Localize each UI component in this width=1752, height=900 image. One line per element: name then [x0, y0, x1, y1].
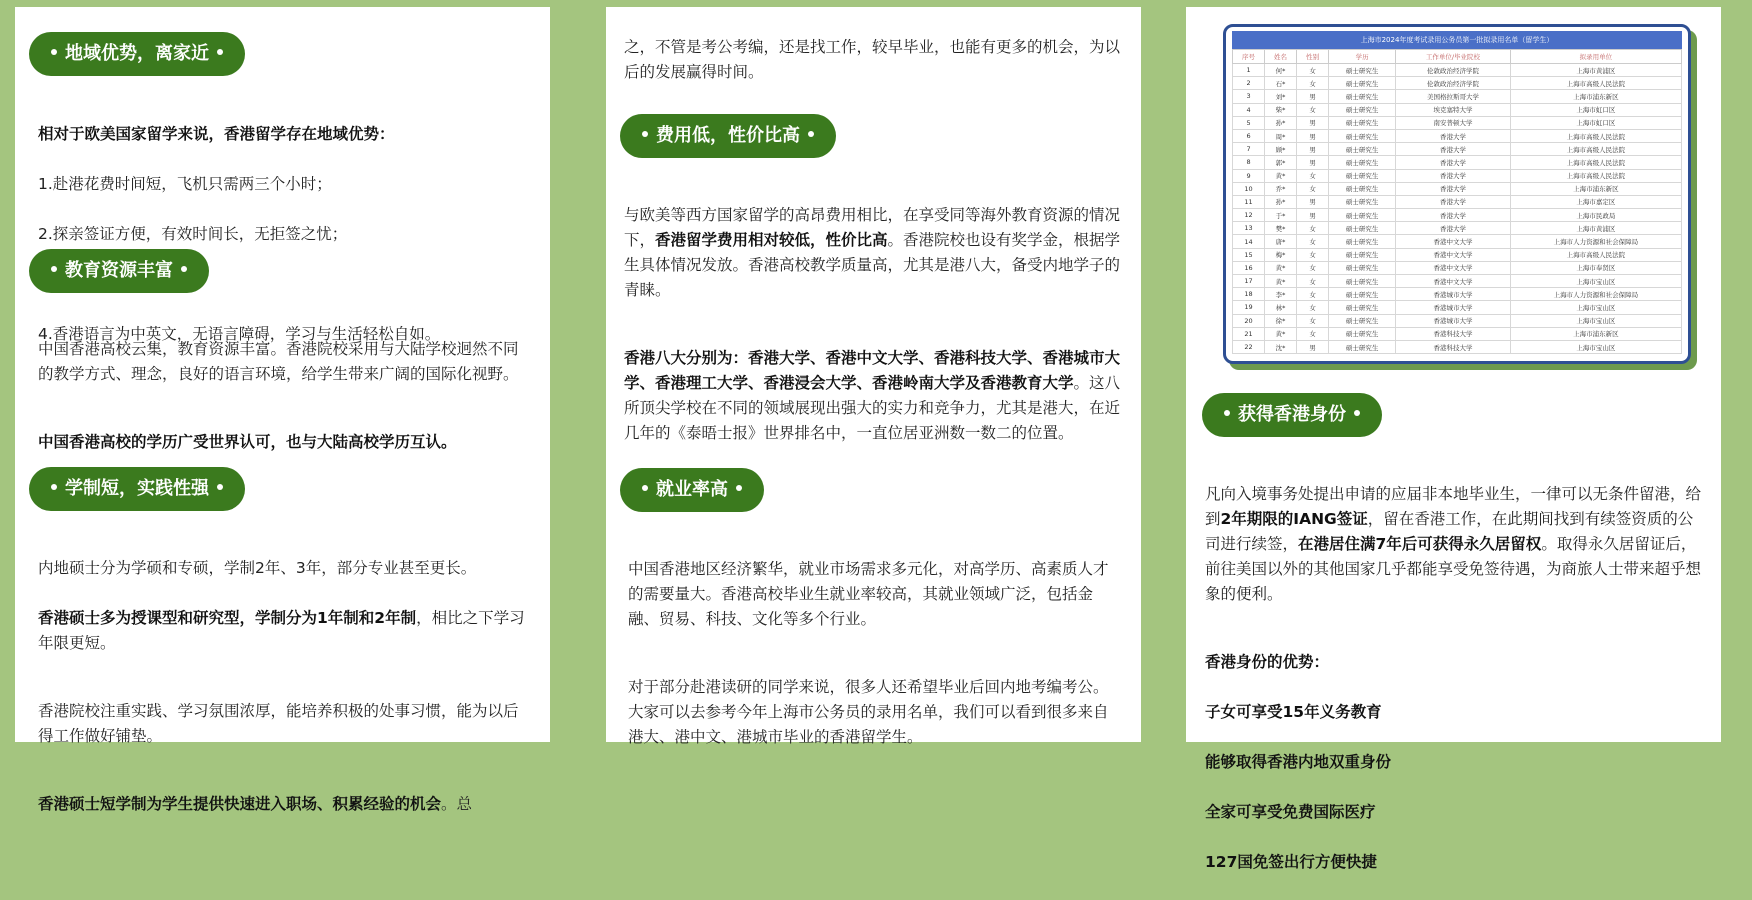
table-cell: 女: [1297, 182, 1329, 195]
column-header: 性别: [1297, 50, 1329, 64]
table-cell: 15: [1233, 248, 1265, 261]
table-cell: 上海市宝山区: [1510, 301, 1681, 314]
table-cell: 香港大学: [1396, 156, 1511, 169]
text: 。取得永久居留证后，前往美国以外的其他国家几乎都能享受免签待遇，为商旅人士带来超乎想象的便利。: [1205, 535, 1702, 603]
paragraph: 中国香港地区经济繁华，就业市场需求多元化，对高学历、高素质人才的需要量大。香港高校毕业生就业率较高，其就业领域广泛，包括金融、贸易、科技、文化等多个行业。: [628, 560, 1109, 628]
section-duration-text: [38, 531, 533, 842]
table-cell: 周*: [1265, 129, 1297, 142]
table-cell: 黄*: [1265, 169, 1297, 182]
table-row: [1233, 314, 1682, 327]
table-cell: 上海市高级人民法院: [1510, 248, 1681, 261]
section-heading-label: 获得香港身份: [1238, 404, 1346, 425]
table-cell: 女: [1297, 314, 1329, 327]
table-row: [1233, 275, 1682, 288]
table-cell: 21: [1233, 327, 1265, 340]
section-cost-text: [624, 178, 1121, 471]
column-header: 姓名: [1265, 50, 1297, 64]
table-cell: 林*: [1265, 301, 1297, 314]
section-heading-label: 费用低，性价比高: [656, 125, 800, 146]
section-employment-text: [628, 532, 1121, 775]
table-cell: 女: [1297, 301, 1329, 314]
table-cell: 男: [1297, 143, 1329, 156]
bullet-dot-icon: [51, 484, 57, 490]
table-row: [1233, 116, 1682, 129]
text: 。香港院校也设有奖学金，根据学生具体情况发放。香港高校教学质量高，尤其是港八大，备受内地学子的青睐。: [624, 231, 1121, 299]
column-header: 工作单位/毕业院校: [1396, 50, 1511, 64]
panel-middle: [606, 7, 1141, 746]
table-cell: 上海市高级人民法院: [1510, 129, 1681, 142]
table-cell: 女: [1297, 64, 1329, 77]
table-cell: 硕士研究生: [1329, 314, 1396, 327]
section-heading-identity: [1202, 393, 1382, 437]
table-cell: 女: [1297, 103, 1329, 116]
table-cell: 男: [1297, 90, 1329, 103]
table-cell: 沈*: [1265, 340, 1297, 353]
table-cell: 刘*: [1265, 90, 1297, 103]
bullet-dot-icon: [642, 485, 648, 491]
table-cell: 徐*: [1265, 314, 1297, 327]
bullet-dot-icon: [217, 49, 223, 55]
table-cell: 女: [1297, 261, 1329, 274]
paragraph: 对于部分赴港读研的同学来说，很多人还希望毕业后回内地考编考公。大家可以去参考今年上海市公务员的录用名单，我们可以看到很多来自港大、港中文、港城市毕业的香港留学生。: [628, 678, 1109, 746]
table-cell: 硕士研究生: [1329, 143, 1396, 156]
table-cell: 孙*: [1265, 195, 1297, 208]
table-cell: 香港城市大学: [1396, 314, 1511, 327]
bullet-dot-icon: [51, 49, 57, 55]
table-cell: 硕士研究生: [1329, 327, 1396, 340]
table-cell: 硕士研究生: [1329, 182, 1396, 195]
table-cell: 女: [1297, 288, 1329, 301]
table-cell: 18: [1233, 288, 1265, 301]
table-cell: 伦敦政治经济学院: [1396, 64, 1511, 77]
table-cell: 上海市高级人民法院: [1510, 143, 1681, 156]
table-cell: 13: [1233, 222, 1265, 235]
table-cell: 上海市虹口区: [1510, 116, 1681, 129]
table-cell: 12: [1233, 209, 1265, 222]
table-row: [1233, 156, 1682, 169]
bold-text: 2年期限的IANG签证: [1220, 510, 1368, 528]
table-row: [1233, 103, 1682, 116]
table-cell: 硕士研究生: [1329, 261, 1396, 274]
paragraph-continued: 之，不管是考公考编，还是找工作，较早毕业，也能有更多的机会，为以后的发展赢得时间。: [624, 38, 1121, 81]
section-heading-label: 就业率高: [656, 479, 728, 500]
table-row: [1233, 77, 1682, 90]
text: 。这八所顶尖学校在不同的领域展现出强大的实力和竞争力，尤其是港大，在近几年的《泰晤士报》世界排名中，一直位居亚洲数一数二的位置。: [624, 374, 1121, 442]
table-cell: 美国格拉斯哥大学: [1396, 90, 1511, 103]
table-cell: 孙*: [1265, 116, 1297, 129]
table-cell: 上海市黄浦区: [1510, 222, 1681, 235]
table-cell: 硕士研究生: [1329, 235, 1396, 248]
table-cell: 硕士研究生: [1329, 169, 1396, 182]
table-row: [1233, 209, 1682, 222]
bullet-dot-icon: [1224, 410, 1230, 416]
table-row: [1233, 64, 1682, 77]
table-cell: 香港大学: [1396, 129, 1511, 142]
table-cell: 1: [1233, 64, 1265, 77]
table-cell: 于*: [1265, 209, 1297, 222]
table-cell: 硕士研究生: [1329, 248, 1396, 261]
paragraph: 香港院校注重实践、学习氛围浓厚，能培养积极的处事习惯，能为以后得工作做好铺垫。: [38, 702, 519, 745]
table-cell: 硕士研究生: [1329, 116, 1396, 129]
table-row: [1233, 235, 1682, 248]
table-cell: 香港中文大学: [1396, 235, 1511, 248]
table-cell: 上海市宝山区: [1510, 340, 1681, 353]
table-cell: 男: [1297, 116, 1329, 129]
table-cell: 南安普顿大学: [1396, 116, 1511, 129]
table-cell: 男: [1297, 209, 1329, 222]
table-cell: 上海市虹口区: [1510, 103, 1681, 116]
list-item: 子女可享受15年义务教育: [1205, 703, 1382, 721]
table-cell: 香港大学: [1396, 195, 1511, 208]
bullet-dot-icon: [736, 485, 742, 491]
table-cell: 硕士研究生: [1329, 222, 1396, 235]
table-cell: 埃克塞特大学: [1396, 103, 1511, 116]
table-cell: 香港大学: [1396, 169, 1511, 182]
list-item: 2.探亲签证方便，有效时间长，无拒签之忧；: [38, 225, 348, 243]
paragraph: 内地硕士分为学硕和专硕，学制2年、3年，部分专业甚至更长。: [38, 559, 477, 577]
column-header: 学历: [1329, 50, 1396, 64]
table-cell: 乔*: [1265, 182, 1297, 195]
table-cell: 女: [1297, 275, 1329, 288]
section-heading-education: [29, 249, 209, 293]
table-row: [1233, 327, 1682, 340]
paragraph: [624, 203, 1121, 303]
section-education-text: [38, 312, 533, 480]
table-cell: 黄*: [1265, 261, 1297, 274]
recruitment-table: [1232, 49, 1682, 354]
table-cell: 硕士研究生: [1329, 301, 1396, 314]
bullet-dot-icon: [642, 131, 648, 137]
table-cell: 何*: [1265, 64, 1297, 77]
paragraph: [38, 606, 533, 656]
table-cell: 香港中文大学: [1396, 275, 1511, 288]
table-cell: 上海市人力资源和社会保障局: [1510, 235, 1681, 248]
table-cell: 硕士研究生: [1329, 77, 1396, 90]
bold-text: 香港留学费用相对较低，性价比高: [655, 231, 888, 249]
table-cell: 7: [1233, 143, 1265, 156]
section-heading-location: [29, 32, 245, 76]
section-intro: 相对于欧美国家留学来说，香港留学存在地域优势：: [38, 125, 395, 143]
panel-left: [15, 7, 550, 813]
text: ，相比之下学习年限更短。: [38, 609, 525, 652]
panel-right: [1186, 7, 1721, 871]
paragraph: [1205, 482, 1703, 607]
table-cell: 郭*: [1265, 156, 1297, 169]
paragraph: 中国香港高校云集，教育资源丰富。香港院校采用与大陆学校迥然不同的教学方式、理念，良好的语言环境，给学生带来广阔的国际化视野。: [38, 340, 519, 383]
table-cell: 黄*: [1265, 327, 1297, 340]
table-row: [1233, 288, 1682, 301]
table-cell: 16: [1233, 261, 1265, 274]
table-cell: 上海市高级人民法院: [1510, 77, 1681, 90]
table-cell: 14: [1233, 235, 1265, 248]
table-cell: 硕士研究生: [1329, 195, 1396, 208]
table-cell: 香港城市大学: [1396, 288, 1511, 301]
table-cell: 唐*: [1265, 235, 1297, 248]
section-heading-employment: [620, 468, 764, 512]
table-header-row: [1233, 50, 1682, 64]
advantages-title: 香港身份的优势：: [1205, 653, 1330, 671]
table-row: [1233, 169, 1682, 182]
table-cell: 10: [1233, 182, 1265, 195]
table-row: [1233, 340, 1682, 353]
bold-text: 在港居住满7年后可获得永久居留权: [1298, 535, 1542, 553]
list-item: 能够取得香港内地双重身份: [1205, 753, 1392, 771]
table-cell: 20: [1233, 314, 1265, 327]
table-cell: 梅*: [1265, 248, 1297, 261]
bullet-dot-icon: [181, 266, 187, 272]
table-cell: 男: [1297, 195, 1329, 208]
table-cell: 上海市浦东新区: [1510, 182, 1681, 195]
list-item: 127国免签出行方便快捷: [1205, 853, 1377, 871]
table-cell: 上海市黄浦区: [1510, 64, 1681, 77]
table-cell: 上海市浦东新区: [1510, 327, 1681, 340]
table-cell: 硕士研究生: [1329, 64, 1396, 77]
section-heading-cost: [620, 114, 836, 158]
table-cell: 3: [1233, 90, 1265, 103]
list-item: 全家可享受免费国际医疗: [1205, 803, 1376, 821]
table-cell: 柴*: [1265, 103, 1297, 116]
section-identity-text: [1205, 457, 1703, 900]
table-cell: 上海市人力资源和社会保障局: [1510, 288, 1681, 301]
table-row: [1233, 129, 1682, 142]
table-cell: 上海市高级人民法院: [1510, 169, 1681, 182]
table-cell: 5: [1233, 116, 1265, 129]
table-row: [1233, 90, 1682, 103]
table-cell: 8: [1233, 156, 1265, 169]
table-cell: 顾*: [1265, 143, 1297, 156]
table-cell: 女: [1297, 248, 1329, 261]
text: ，留在香港工作，在此期间找到有续签资质的公司进行续签，: [1205, 510, 1694, 553]
table-cell: 22: [1233, 340, 1265, 353]
table-cell: 上海市浦东新区: [1510, 90, 1681, 103]
table-cell: 男: [1297, 156, 1329, 169]
table-cell: 硕士研究生: [1329, 156, 1396, 169]
table-row: [1233, 261, 1682, 274]
table-cell: 上海市宝山区: [1510, 314, 1681, 327]
table-cell: 香港城市大学: [1396, 301, 1511, 314]
recruitment-list-image: [1223, 24, 1691, 364]
bold-text: 香港硕士短学制为学生提供快速进入职场、积累经验的机会: [38, 795, 442, 813]
table-cell: 女: [1297, 222, 1329, 235]
table-cell: 上海市嘉定区: [1510, 195, 1681, 208]
table-cell: 香港中文大学: [1396, 261, 1511, 274]
table-row: [1233, 301, 1682, 314]
section-heading-duration: [29, 467, 245, 511]
table-cell: 伦敦政治经济学院: [1396, 77, 1511, 90]
table-cell: 19: [1233, 301, 1265, 314]
table-row: [1233, 248, 1682, 261]
table-cell: 上海市宝山区: [1510, 275, 1681, 288]
table-row: [1233, 143, 1682, 156]
column-header: 序号: [1233, 50, 1265, 64]
table-row: [1233, 182, 1682, 195]
table-cell: 硕士研究生: [1329, 129, 1396, 142]
table-cell: 男: [1297, 129, 1329, 142]
bullet-dot-icon: [51, 266, 57, 272]
table-cell: 上海市奉贤区: [1510, 261, 1681, 274]
table-row: [1233, 195, 1682, 208]
table-cell: 香港中文大学: [1396, 248, 1511, 261]
table-cell: 香港大学: [1396, 143, 1511, 156]
table-cell: 黄*: [1265, 275, 1297, 288]
table-cell: 香港大学: [1396, 182, 1511, 195]
table-cell: 石*: [1265, 77, 1297, 90]
list-item: 1.赴港花费时间短，飞机只需两三个小时；: [38, 175, 332, 193]
table-cell: 女: [1297, 235, 1329, 248]
column-header: 拟录用单位: [1510, 50, 1681, 64]
paragraph: [624, 346, 1121, 446]
section-heading-label: 教育资源丰富: [65, 260, 173, 281]
bold-text: 香港硕士多为授课型和研究型，学制分为1年制和2年制: [38, 609, 417, 627]
table-cell: 男: [1297, 340, 1329, 353]
bullet-dot-icon: [808, 131, 814, 137]
text: 凡向入境事务处提出申请的应届非本地毕业生，一律可以无条件留港，给到: [1205, 485, 1702, 528]
table-cell: 李*: [1265, 288, 1297, 301]
table-cell: 上海市高级人民法院: [1510, 156, 1681, 169]
table-cell: 香港大学: [1396, 209, 1511, 222]
table-cell: 6: [1233, 129, 1265, 142]
table-cell: 樊*: [1265, 222, 1297, 235]
bold-text: 香港八大分别为：香港大学、香港中文大学、香港科技大学、香港城市大学、香港理工大学、香港浸会大学、香港岭南大学及香港教育大学: [624, 349, 1121, 392]
paragraph: [38, 792, 533, 817]
list-item: 4.香港语言为中英文，无语言障碍，学习与生活轻松自如。: [38, 325, 441, 343]
table-cell: 硕士研究生: [1329, 340, 1396, 353]
table-cell: 硕士研究生: [1329, 275, 1396, 288]
bullet-dot-icon: [217, 484, 223, 490]
table-cell: 硕士研究生: [1329, 209, 1396, 222]
table-cell: 17: [1233, 275, 1265, 288]
table-cell: 硕士研究生: [1329, 90, 1396, 103]
table-cell: 4: [1233, 103, 1265, 116]
table-cell: 女: [1297, 169, 1329, 182]
table-cell: 9: [1233, 169, 1265, 182]
paragraph-bold: 中国香港高校的学历广受世界认可，也与大陆高校学历互认。: [38, 433, 457, 451]
section-heading-label: 学制短，实践性强: [65, 478, 209, 499]
table-cell: 2: [1233, 77, 1265, 90]
table-cell: 香港大学: [1396, 222, 1511, 235]
table-cell: 女: [1297, 77, 1329, 90]
table-cell: 女: [1297, 327, 1329, 340]
table-cell: 硕士研究生: [1329, 103, 1396, 116]
table-cell: 硕士研究生: [1329, 288, 1396, 301]
text: 与欧美等西方国家留学的高昂费用相比，在享受同等海外教育资源的情况下，: [624, 206, 1121, 249]
table-cell: 香港科技大学: [1396, 340, 1511, 353]
table-cell: 11: [1233, 195, 1265, 208]
table-cell: 香港科技大学: [1396, 327, 1511, 340]
section-heading-label: 地域优势，离家近: [65, 43, 209, 64]
text: 。总: [441, 795, 473, 813]
table-row: [1233, 222, 1682, 235]
bullet-dot-icon: [1354, 410, 1360, 416]
table-cell: 上海市民政局: [1510, 209, 1681, 222]
table-title: 上海市2024年度考试录用公务员第一批拟录用名单（留学生）: [1232, 31, 1682, 49]
